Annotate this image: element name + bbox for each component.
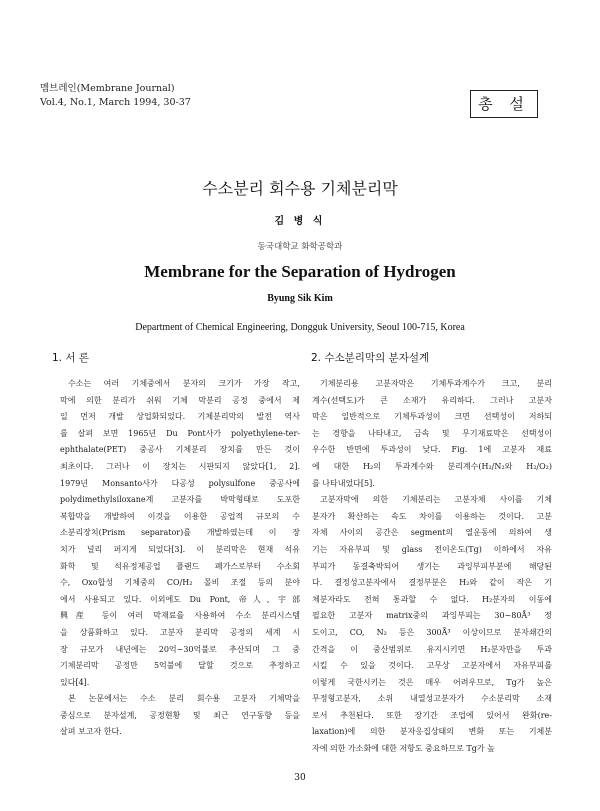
affiliation-english: Department of Chemical Engineering, Dongguk University, Seoul 100-715, Korea xyxy=(135,322,465,333)
text-line: 계수(선택도)가 큰 소재가 유리하다. 그러나 고분자 xyxy=(312,395,552,405)
text-line: 최초이다. 그러나 이 장치는 시판되지 않았다[1, 2]. xyxy=(60,461,300,471)
paragraph xyxy=(60,691,300,741)
text-line: 필요한 고분자 matrix중의 과잉부피는 30~80Å³ 정 xyxy=(312,611,552,621)
text-line: 수, Oxo합성 기체중의 CO/H₂ 몰비 조절 등의 분야 xyxy=(60,578,300,588)
paragraph xyxy=(60,376,300,691)
journal-citation xyxy=(40,82,191,110)
text-line: 를 나타내었다[5]. xyxy=(312,478,375,488)
text-line: 도이고, CO, N₂ 등은 300Å³ 이상이므로 분자쇄간의 xyxy=(312,627,552,637)
text-line: 기는 자유부피 및 glass 전이온도(Tg) 이하에서 자유 xyxy=(312,544,552,554)
text-line: 무정형고분자, 소위 내열성고분자가 수소분리막 소재 xyxy=(312,694,552,704)
text-line: polydimethylsiloxane계 고분자를 박막형태로 도포한 xyxy=(60,495,300,505)
text-line: 에서 사용되고 있다. 이외에도 Du Pont, 帝人, 宇部 xyxy=(60,594,300,604)
text-line: 부피가 동결축박되어 생기는 과잉부피부분에 해당된 xyxy=(312,561,552,571)
text-line: laxation)에 의한 분자응집상태의 변화 또는 기체분 xyxy=(312,727,552,737)
text-line: 로서 추천된다. 또한 장기간 조업에 있어서 완화(re- xyxy=(312,710,552,720)
text-line: 興産 등이 여러 막재료를 사용하여 수소 분리시스템 xyxy=(60,611,300,621)
text-line: 을 상품화하고 있다. 고분자 분리막 공정의 세계 시 xyxy=(60,627,300,637)
left-column-body xyxy=(60,376,300,741)
text-line: 소분리장치(Prism separator)를 개발하였는데 이 장 xyxy=(60,528,300,538)
article-type-badge: 총 설 xyxy=(470,90,538,118)
text-line: 막은 일반적으로 기체투과성이 크면 선택성이 저하되 xyxy=(312,412,552,422)
section-heading-molecular-design: 2. 수소분리막의 분자설계 xyxy=(311,352,430,364)
text-line: 일 먼저 개발 상업화되었다. 기체분리막의 발전 역사 xyxy=(60,412,300,422)
text-line: 우수한 반면에 투과성이 낮다. Fig. 1에 고분자 재료 xyxy=(312,445,552,455)
left-column xyxy=(52,350,300,741)
text-line: 복합막을 개발하여 이것을 이용한 공업적 규모의 수 xyxy=(60,511,300,521)
author-english: Byung Sik Kim xyxy=(267,293,333,304)
text-line: 는 경향을 나타내고, 금속 및 무기재료막은 선택성이 xyxy=(312,428,552,438)
text-line: 자에 의한 가소화에 대한 저항도 중요하므로 Tg가 높 xyxy=(312,744,495,754)
text-line: 막에 의한 분리가 쉬워 기체 막분리 공정 중에서 제 xyxy=(60,395,300,405)
affiliation-korean: 동국대학교 화학공학과 xyxy=(257,242,343,252)
text-line: 시킬 수 있을 것이다. 고무상 고분자에서 자유부피를 xyxy=(312,661,552,671)
text-line: 있다[4]. xyxy=(60,677,90,687)
journal-issue: Vol.4, No.1, March 1994, 30-37 xyxy=(40,97,191,108)
text-line: 1979년 Monsanto사가 다공성 polysulfone 중공사에 xyxy=(60,478,300,488)
right-column-body xyxy=(312,376,552,758)
text-line: 치가 널리 퍼지게 되었다[3]. 이 분리막은 현재 석유 xyxy=(60,544,300,554)
text-line: 체분자라도 전혀 통과할 수 없다. H₂분자의 이동에 xyxy=(312,594,552,604)
text-line: 이렇게 국한시키는 것은 매우 어려우므로, Tg가 높은 xyxy=(312,677,552,687)
journal-name: 멤브레인(Membrane Journal) xyxy=(40,83,175,94)
text-line: 본 논문에서는 수소 분리 회수용 고분자 기체막을 xyxy=(68,694,300,704)
text-line: ephthalate(PET) 중공사 기체분리 장치를 만든 것이 xyxy=(60,445,300,455)
text-line: 기체분리용 고분자막은 기체투과계수가 크고, 분리 xyxy=(320,379,552,388)
paragraph xyxy=(312,492,552,758)
text-line: 화학 및 석유정제공업 플랜드 폐가스로부터 수소회 xyxy=(60,561,300,571)
section-heading-introduction: 1. 서 론 xyxy=(52,352,89,364)
text-line: 를 살펴 보면 1965년 Du Pont사가 polyethylene-ter- xyxy=(60,428,300,438)
text-line: 살펴 보고자 한다. xyxy=(60,727,122,737)
text-line: 고분자막에 의한 기체분리는 고분자체 사이를 기체 xyxy=(320,495,552,505)
text-line: 다. 결정성고분자에서 결정부분은 H₂와 같이 작은 기 xyxy=(312,578,552,588)
title-korean: 수소분리 회수용 기체분리막 xyxy=(202,179,398,198)
text-line: 에 대한 H₂의 투과계수와 분리계수(H₂/N₂와 H₂/O₂) xyxy=(312,461,552,471)
title-english: Membrane for the Separation of Hydrogen xyxy=(144,262,456,281)
author-korean: 김 병 식 xyxy=(274,216,326,227)
text-line: 기체분리막 공정만 5억불에 달할 것으로 추정하고 xyxy=(60,661,300,671)
right-column xyxy=(312,350,552,758)
text-line: 중심으로 분자설계, 공정현황 및 최근 연구동향 등을 xyxy=(60,710,300,720)
text-line: 분자가 확산하는 속도 차이를 이용하는 것이다. 고분 xyxy=(312,511,552,521)
paragraph xyxy=(312,376,552,492)
page-number: 30 xyxy=(294,773,306,783)
text-line: 간격을 이 중산범위로 유지시키면 H₂분자만을 투과 xyxy=(312,644,552,654)
text-line: 자체 사이의 공간은 segment의 열운동에 의하여 생 xyxy=(312,528,552,538)
text-line: 수소는 여러 기체중에서 분자의 크기가 가장 작고, xyxy=(68,379,300,388)
text-line: 장 규모가 내년에는 20억~30억불로 추산되며 그 중 xyxy=(60,644,300,654)
